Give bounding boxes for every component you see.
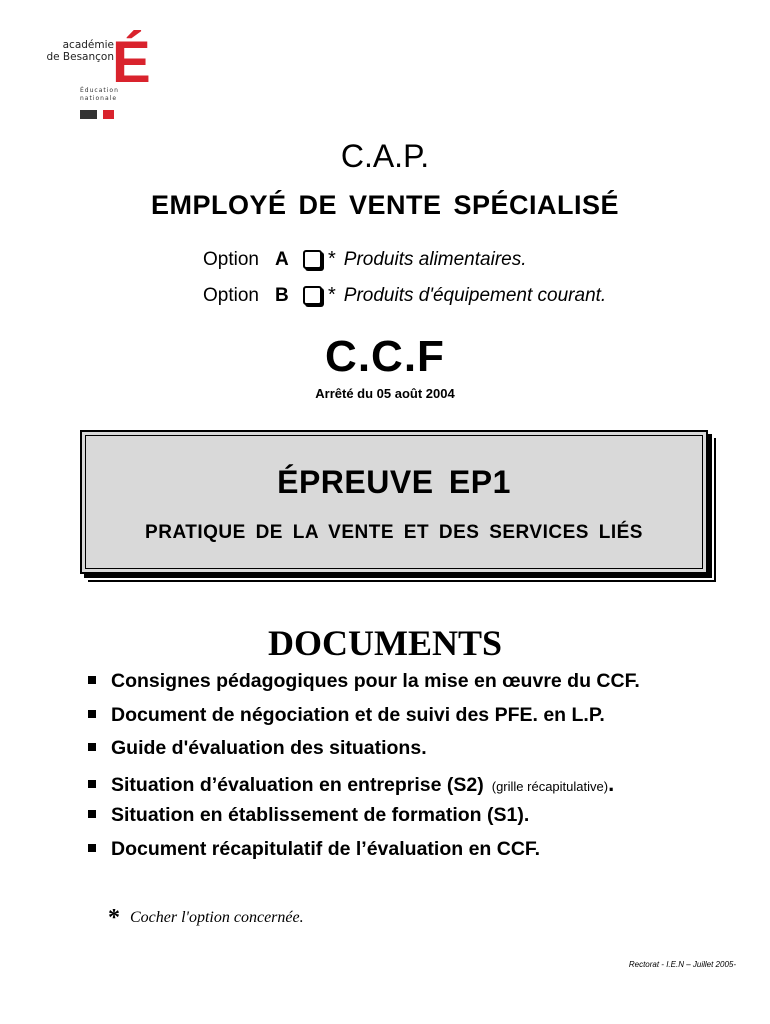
logo-sub-education: Éducation xyxy=(80,87,119,94)
list-item xyxy=(88,704,748,738)
document-note: (grille récapitulative) xyxy=(491,778,609,794)
list-item xyxy=(88,838,748,872)
option-b-checkbox[interactable] xyxy=(303,286,322,305)
square-bullet-icon xyxy=(88,676,96,684)
logo-sub-nationale: nationale xyxy=(80,95,118,102)
option-a-checkbox[interactable] xyxy=(303,250,322,269)
square-bullet-icon xyxy=(88,844,96,852)
square-bullet-icon xyxy=(88,743,96,751)
document-text: Document de négociation et de suivi des PFE. en L.P. xyxy=(111,703,605,726)
footnote xyxy=(108,902,304,929)
epreuve-title: ÉPREUVE EP1 xyxy=(277,464,511,500)
document-text: Document récapitulatif de l’évaluation en CCF. xyxy=(111,837,541,860)
footnote-text: Cocher l'option concernée. xyxy=(130,909,304,926)
ccf-title: C.C.F xyxy=(325,332,445,381)
document-text: Consignes pédagogiques pour la mise en œuvre du CCF. xyxy=(111,670,640,692)
arrete-date: Arrêté du 05 août 2004 xyxy=(315,386,455,401)
footer-credit: Rectorat - I.E.N – Juillet 2005- xyxy=(628,960,736,969)
option-a-row xyxy=(203,248,527,271)
logo-line-besancon: de Besançon xyxy=(46,51,114,63)
option-star: * xyxy=(328,248,336,270)
documents-list xyxy=(88,670,748,871)
option-description: Produits d'équipement courant. xyxy=(343,284,607,306)
square-bullet-icon xyxy=(88,780,96,788)
epreuve-box xyxy=(80,430,708,574)
option-letter: A xyxy=(275,248,289,270)
logo-e-letter: É xyxy=(112,30,151,95)
option-label: Option xyxy=(203,248,259,270)
square-bullet-icon xyxy=(88,710,96,718)
list-item xyxy=(88,737,748,771)
footnote-star: * xyxy=(108,905,120,931)
epreuve-subtitle: PRATIQUE DE LA VENTE ET DES SERVICES LIÉS xyxy=(145,522,643,543)
document-end-punct: . xyxy=(608,770,615,796)
document-text: Situation en établissement de formation (S1). xyxy=(111,804,530,826)
diploma-title: EMPLOYÉ DE VENTE SPÉCIALISÉ xyxy=(150,190,620,220)
option-description: Produits alimentaires. xyxy=(343,248,527,270)
logo-line-academie: académie xyxy=(62,39,114,51)
list-item xyxy=(88,670,748,704)
square-bullet-icon xyxy=(88,810,96,818)
list-item xyxy=(88,804,748,838)
option-star: * xyxy=(328,284,336,306)
option-letter: B xyxy=(275,284,289,306)
document-text: Guide d'évaluation des situations. xyxy=(111,737,427,759)
documents-heading: DOCUMENTS xyxy=(267,623,503,663)
option-label: Option xyxy=(203,284,259,306)
option-b-row xyxy=(203,284,606,307)
cap-title: C.A.P. xyxy=(340,138,430,174)
document-text: Situation d’évaluation en entreprise (S2) xyxy=(111,773,484,796)
academie-logo xyxy=(46,30,166,122)
marianne-flag-icon xyxy=(80,110,114,119)
list-item xyxy=(88,771,748,805)
